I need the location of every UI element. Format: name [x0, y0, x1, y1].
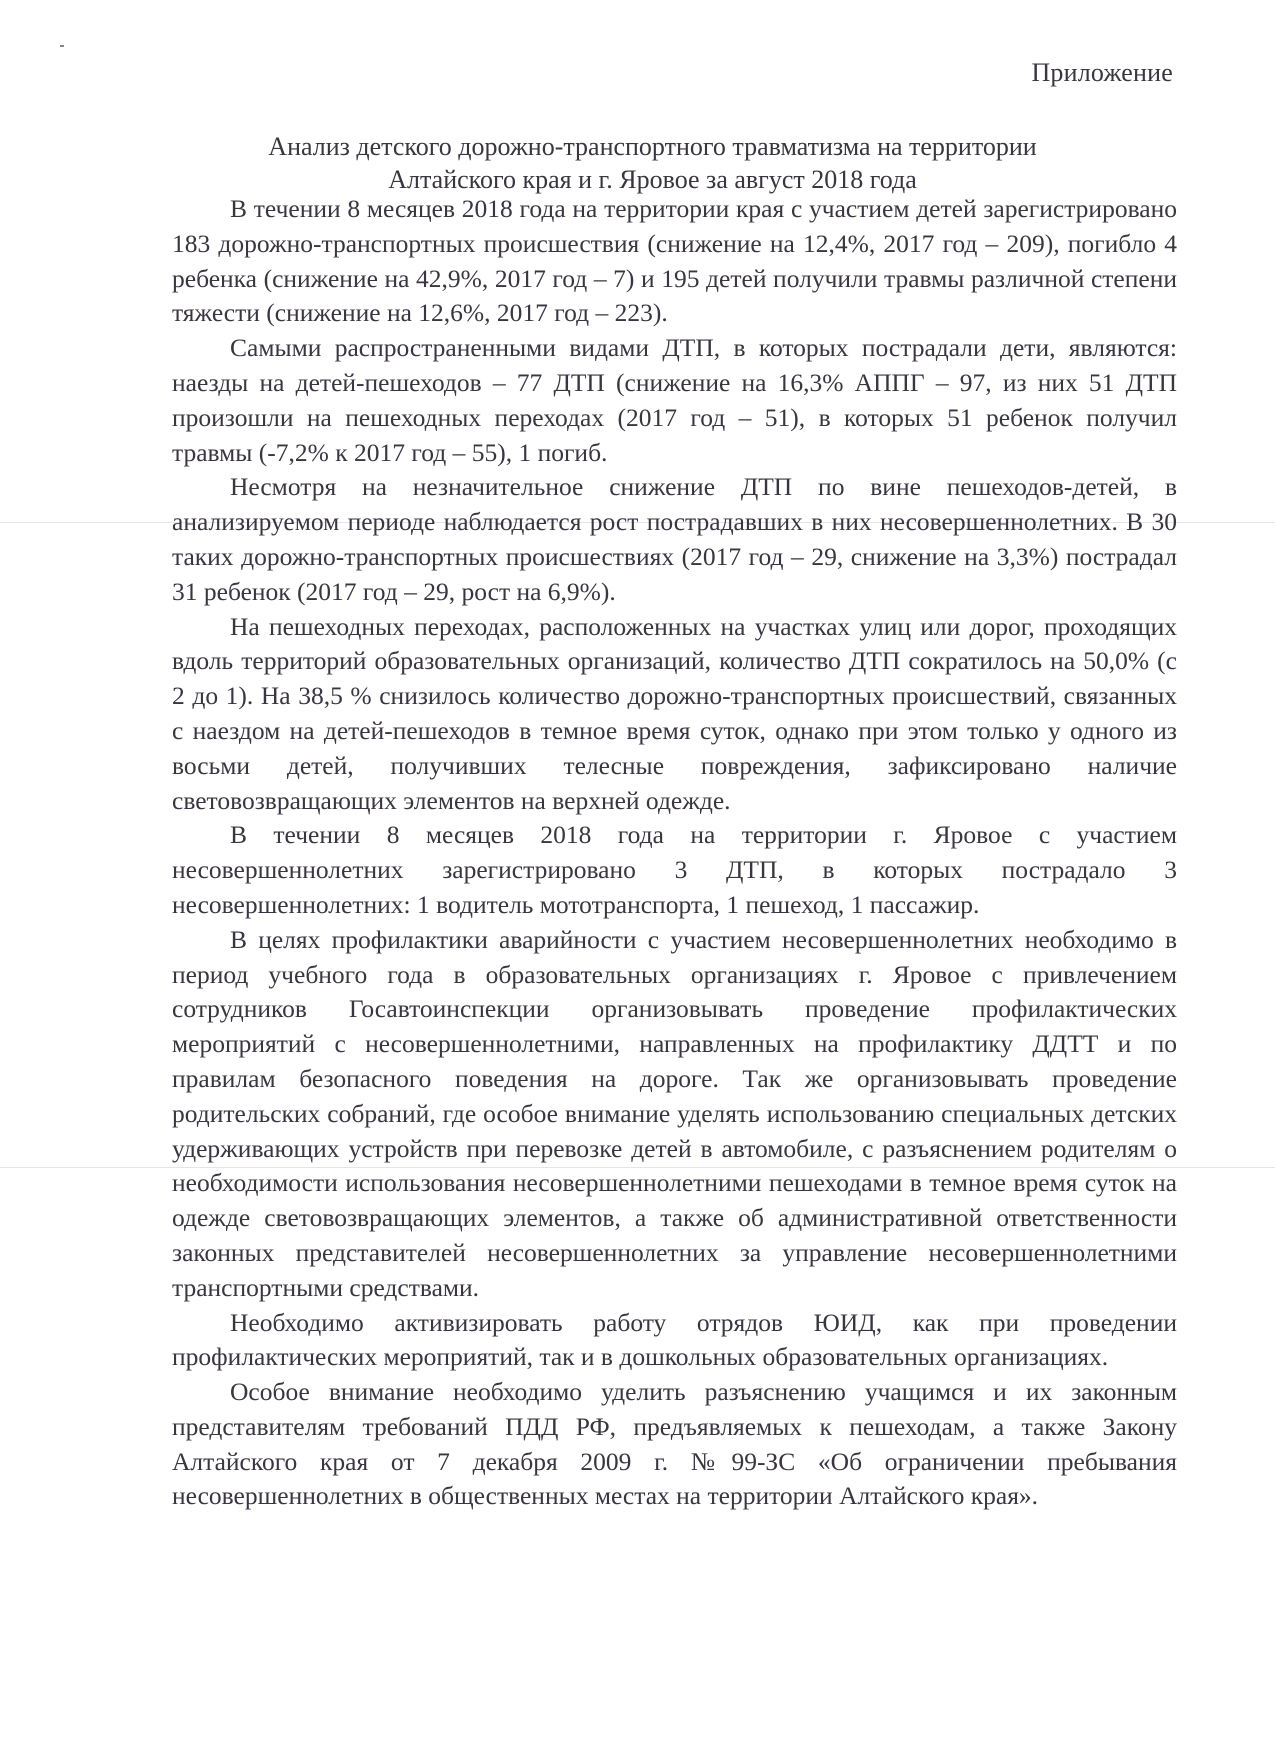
paragraph-yid-squads: Необходимо активизировать работу отрядов ЮИД, как при проведении профилактических мероприятий, так и в дошкольных образовательных организациях. [172, 1307, 1177, 1372]
paragraph-pedestrian-collisions: Самыми распространенными видами ДТП, в которых пострадали дети, являются: наезды на детей-пешеходов – 77 ДТП (снижение на 16,3% АППГ – 97, из них 51 ДТП произошли на пешеходных переходах (2017 год – 51), в которых 51 ребенок получил травмы (-7,2% к 2017 год – 55), 1 погиб. [172, 333, 1177, 467]
paragraph-region-stats: В течении 8 месяцев 2018 года на территории края с участием детей зарегистрировано 183 дорожно-транспортных происшествия (снижение на 12,4%, 2017 год – 209), погибло 4 ребенка (снижение на 42,9%, 2017 год – 7) и 195 детей получили травмы различной степени тяжести (снижение на 12,6%, 2017 год – 223). [172, 194, 1177, 328]
appendix-label: Приложение [1031, 58, 1173, 87]
scan-speck [60, 45, 64, 47]
title-line-2: Алтайского края и г. Яровое за август 2018 года [388, 165, 917, 194]
paragraph-school-crossings: На пешеходных переходах, расположенных на участках улиц или дорог, проходящих вдоль территорий образовательных организаций, количество ДТП сократилось на 50,0% (с 2 до 1). На 38,5 % снизилось количество дорожно-транспортных происшествий, связанных с наездом на детей-пешеходов в темное время суток, однако при этом только у одного из восьми детей, получивших телесные повреждения, зафиксировано наличие световозвращающих элементов на верхней одежде. [172, 611, 1177, 815]
paragraph-prevention-measures: В целях профилактики аварийности с участием несовершеннолетних необходимо в период учебного года в образовательных организациях г. Яровое с привлечением сотрудников Госавтоинспекции организовывать проведение профилактических мероприятий с несовершеннолетними, направленных на профилактику ДДТТ и по правилам безопасного поведения на дороге. Так же организовывать проведение родительских собраний, где особое внимание уделять использованию специальных детских удерживающих устройств при перевозке детей в автомобиле, с разъяснением родителям о необходимости использования несовершеннолетними пешеходами в темное время суток на одежде световозвращающих элементов, а также об административной ответственности законных представителей несовершеннолетних за управление несовершеннолетними транспортными средствами. [172, 924, 1177, 1302]
document-title [0, 130, 1275, 196]
title-line-1: Анализ детского дорожно-транспортного травматизма на территории [268, 132, 1037, 161]
paragraph-child-pedestrian-fault: Несмотря на незначительное снижение ДТП по вине пешеходов-детей, в анализируемом периоде наблюдается рост пострадавших в них несовершеннолетних. В 30 таких дорожно-транспортных происшествиях (2017 год – 29, снижение на 3,3%) пострадал 31 ребенок (2017 год – 29, рост на 6,9%). [172, 472, 1177, 606]
paragraph-yarovoe-stats: В течении 8 месяцев 2018 года на территории г. Яровое с участием несовершеннолетних зарегистрировано 3 ДТП, в которых пострадало 3 несовершеннолетних: 1 водитель мототранспорта, 1 пешеход, 1 пассажир. [172, 820, 1177, 919]
paragraph-traffic-rules-law: Особое внимание необходимо уделить разъяснению учащимся и их законным представителям требований ПДД РФ, предъявляемых к пешеходам, а также Закону Алтайского края от 7 декабря 2009 г. №99-ЗС «Об ограничении пребывания несовершеннолетних в общественных местах на территории Алтайского края». [172, 1377, 1177, 1511]
document-body [172, 192, 1177, 1514]
